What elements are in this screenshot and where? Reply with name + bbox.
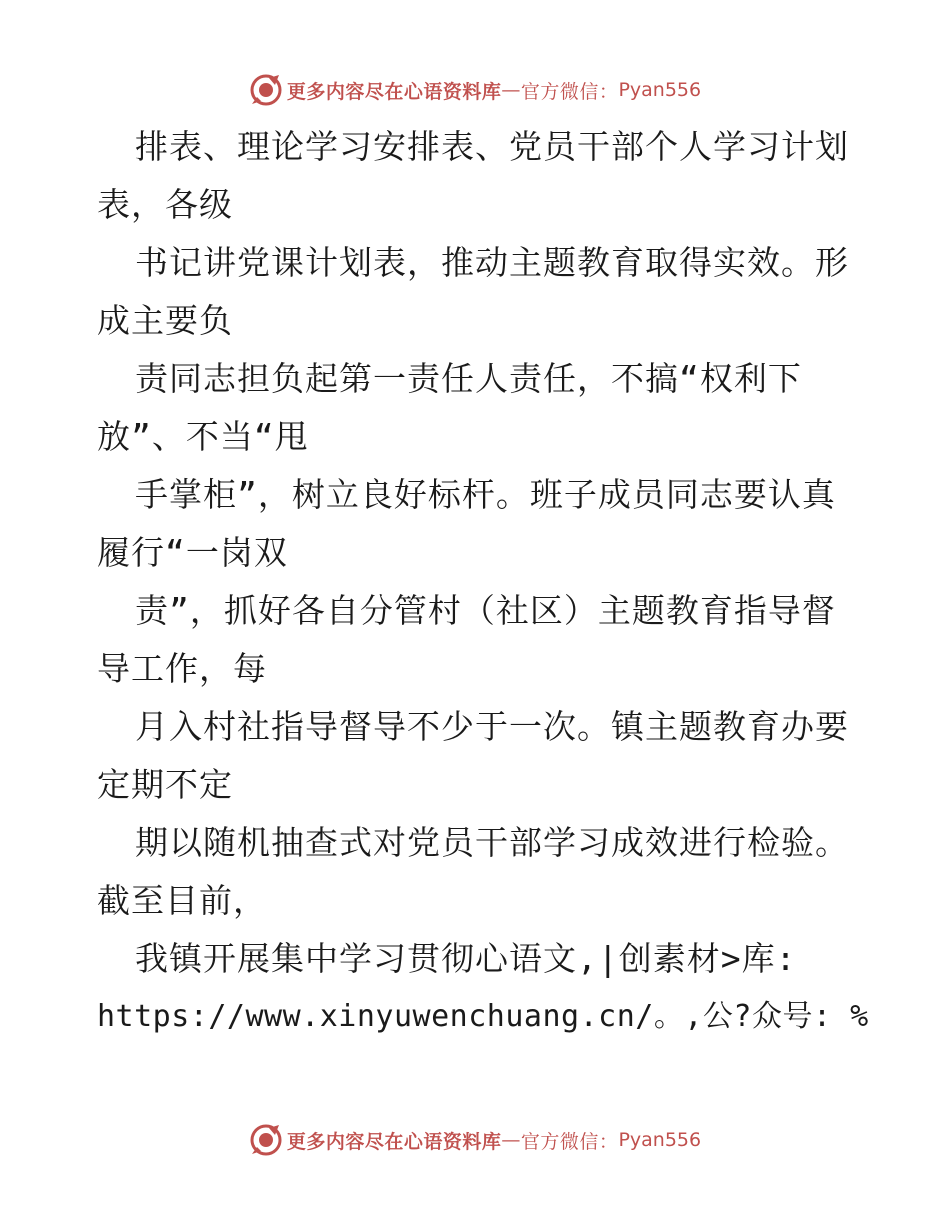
banner-wechat-id: Pyan556 (618, 79, 702, 101)
logo-icon (249, 73, 283, 107)
header-banner (0, 70, 950, 110)
text-line: 定期不定 (97, 765, 233, 804)
banner-site-text: 更多内容尽在心语资料库 (286, 1130, 502, 1153)
text-line: 履行“一岗双 (97, 533, 288, 572)
url-line: https://www.xinyuwenchuang.cn/。,公?众号: % (97, 999, 869, 1034)
text-line: 成主要负 (97, 301, 233, 340)
banner-wechat-text: 官方微信： (520, 1130, 619, 1153)
text-line: 截至目前， (97, 881, 267, 920)
text-line: 排表、理论学习安排表、党员干部个人学习计划 (135, 127, 849, 166)
banner-wechat-text: 官方微信： (520, 80, 619, 103)
text-line: 期以随机抽查式对党员干部学习成效进行检验。 (135, 823, 849, 862)
text-line: 表，各级 (97, 185, 233, 224)
logo-icon (249, 1123, 283, 1157)
banner-wechat-id: Pyan556 (618, 1129, 702, 1151)
text-line: 书记讲党课计划表，推动主题教育取得实效。形 (135, 243, 849, 282)
banner-site-text: 更多内容尽在心语资料库 (286, 80, 502, 103)
text-line: 手掌柜”，树立良好标杆。班子成员同志要认真 (135, 475, 836, 514)
text-line: 月入村社指导督导不少于一次。镇主题教育办要 (135, 707, 849, 746)
text-line: 责”，抓好各自分管村（社区）主题教育指导督 (135, 591, 836, 630)
document-body (97, 118, 869, 1046)
text-line: 我镇开展集中学习贯彻心语文,|创素材>库: (135, 939, 797, 978)
text-line: 导工作，每 (97, 649, 267, 688)
footer-banner (0, 1120, 950, 1160)
text-line: 责同志担负起第一责任人责任，不搞“权利下 (135, 359, 802, 398)
text-line: 放”、不当“甩 (97, 417, 309, 456)
banner-dash: — (501, 1129, 521, 1151)
banner-dash: — (501, 79, 521, 101)
